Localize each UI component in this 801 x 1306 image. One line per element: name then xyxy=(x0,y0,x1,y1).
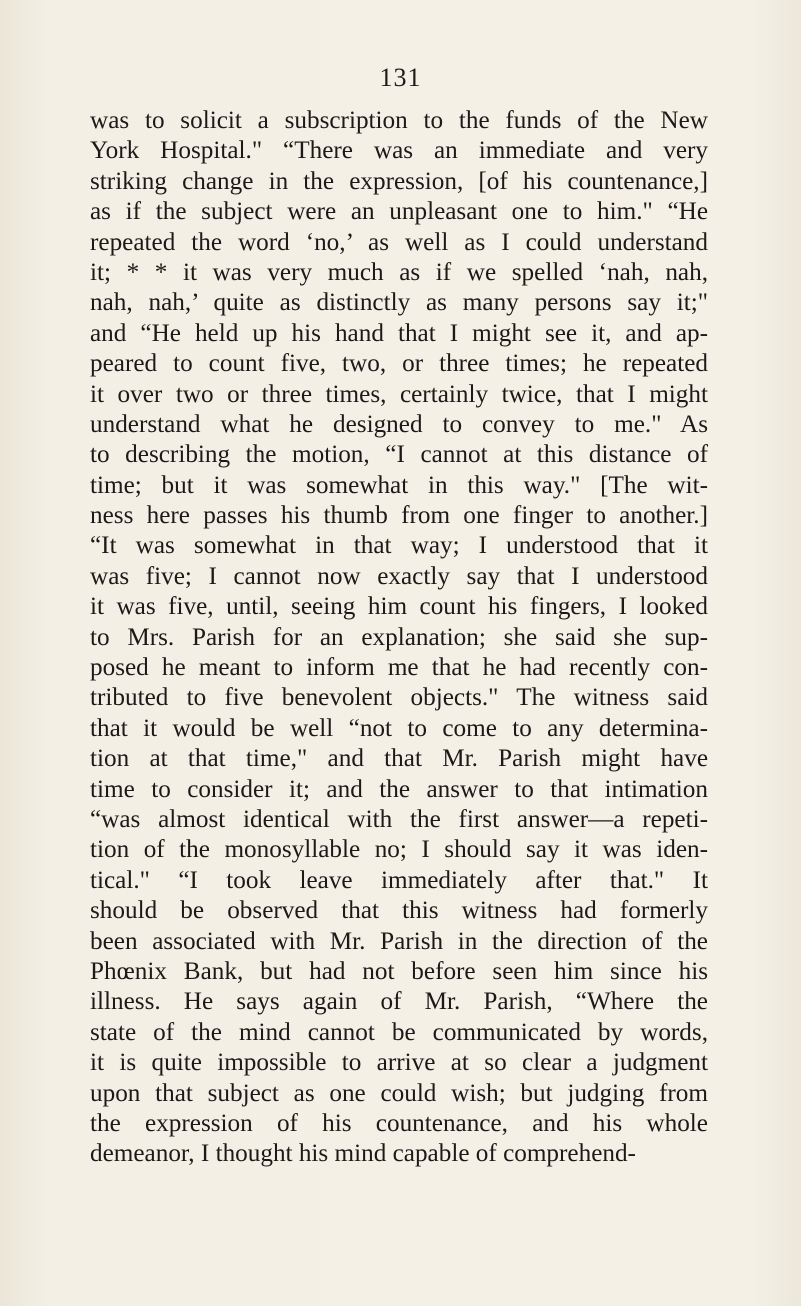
text-line: to describing the motion, “I cannot at this distance of xyxy=(90,441,708,469)
text-line: been associated with Mr. Parish in the direction of the xyxy=(90,927,708,955)
text-line: Phœnix Bank, but had not before seen him since his xyxy=(90,957,708,985)
text-line: York Hospital." “There was an immediate and very xyxy=(90,137,708,165)
text-line: demeanor, I thought his mind capable of comprehend- xyxy=(90,1140,636,1168)
text-line: tion at that time," and that Mr. Parish might have xyxy=(90,745,708,773)
text-line: it; * * it was very much as if we spelled ‘nah, nah, xyxy=(90,258,708,286)
text-line: and “He held up his hand that I might see it, and ap- xyxy=(90,319,708,347)
text-line: posed he meant to inform me that he had recently con- xyxy=(90,654,708,682)
body-text xyxy=(90,106,708,1170)
text-line: “It was somewhat in that way; I understood that it xyxy=(90,532,708,560)
text-line: illness. He says again of Mr. Parish, “Where the xyxy=(90,988,708,1016)
text-line: it is quite impossible to arrive at so clear a judgment xyxy=(90,1049,708,1077)
text-line: striking change in the expression, [of his countenance,] xyxy=(90,167,708,195)
text-line: it over two or three times, certainly twice, that I might xyxy=(90,380,708,408)
text-line: the expression of his countenance, and his whole xyxy=(90,1109,708,1137)
text-line: was five; I cannot now exactly say that I understood xyxy=(90,562,708,590)
text-line: “was almost identical with the first answer—a repeti- xyxy=(90,805,708,833)
text-line: tion of the monosyllable no; I should say it was iden- xyxy=(90,836,708,864)
text-line: upon that subject as one could wish; but judging from xyxy=(90,1079,708,1107)
text-line: understand what he designed to convey to me." As xyxy=(90,410,708,438)
text-line: was to solicit a subscription to the funds of the New xyxy=(90,107,708,134)
text-line: to Mrs. Parish for an explanation; she said she sup- xyxy=(90,623,708,651)
text-line: nah, nah,’ quite as distinctly as many persons say it;" xyxy=(90,289,708,317)
text-line: time; but it was somewhat in this way." [The wit- xyxy=(90,471,708,499)
text-line: peared to count five, two, or three times; he repeated xyxy=(90,350,708,378)
text-line: time to consider it; and the answer to that intimation xyxy=(90,775,708,803)
text-line: tical." “I took leave immediately after that." It xyxy=(90,866,708,894)
text-line: state of the mind cannot be communicated by words, xyxy=(90,1018,708,1046)
page-number: 131 xyxy=(379,63,422,92)
text-line: tributed to five benevolent objects." The witness said xyxy=(90,684,708,712)
text-line: repeated the word ‘no,’ as well as I could understand xyxy=(90,228,708,256)
text-line: that it would be well “not to come to any determina- xyxy=(90,714,708,742)
text-line: as if the subject were an unpleasant one to him." “He xyxy=(90,198,708,226)
text-line: should be observed that this witness had formerly xyxy=(90,897,708,925)
text-line: ness here passes his thumb from one finger to another.] xyxy=(90,502,708,530)
text-line: it was five, until, seeing him count his fingers, I looked xyxy=(90,593,708,621)
